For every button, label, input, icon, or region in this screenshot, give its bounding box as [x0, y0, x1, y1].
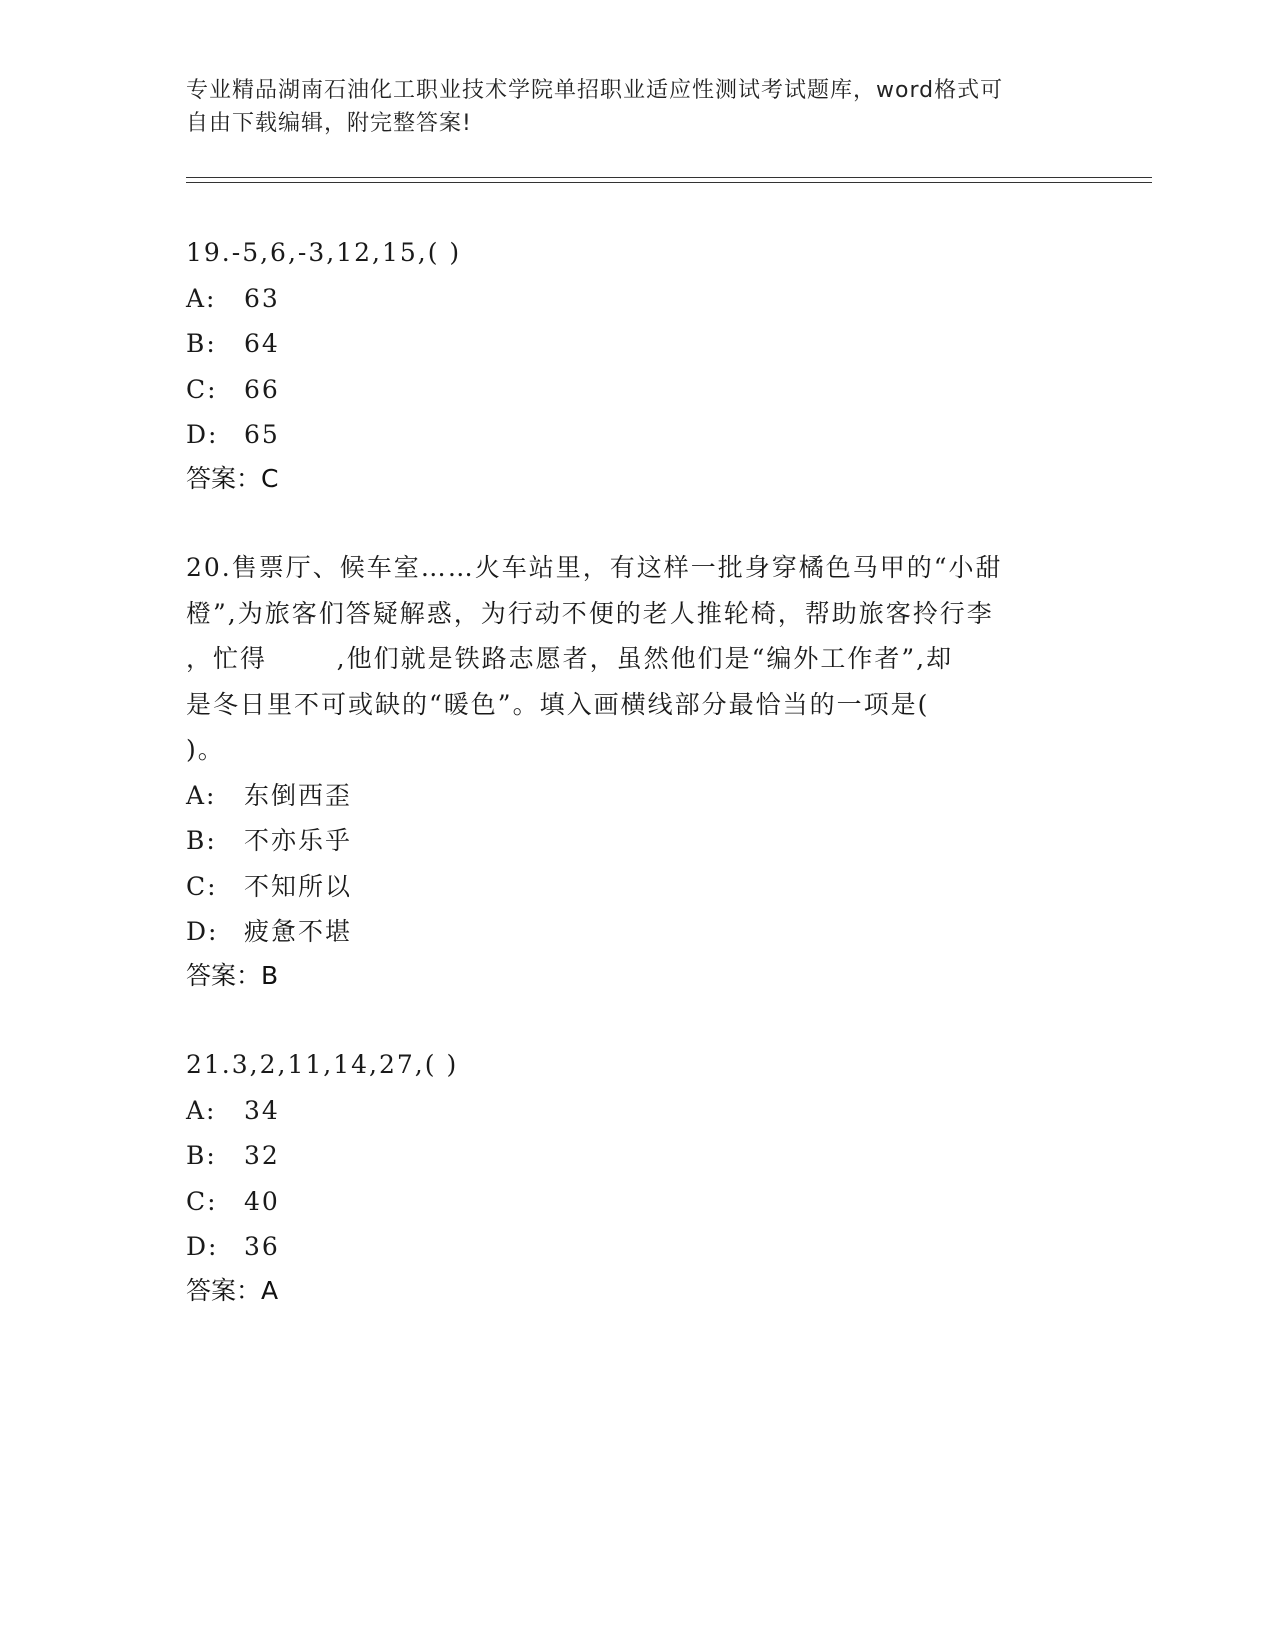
option-a [186, 276, 1066, 322]
option-text: 66 [244, 374, 280, 404]
option-text: 疲惫不堪 [244, 917, 353, 946]
option-text: 32 [244, 1141, 280, 1170]
question-19 [186, 230, 1066, 500]
option-d [186, 412, 1066, 458]
stem-line: 20.售票厅、候车室……火车站里，有这样一批身穿橘色马甲的“小甜 [186, 553, 1003, 582]
option-text: 不亦乐乎 [244, 826, 353, 855]
option-b [186, 1133, 1066, 1179]
header-divider-bottom [186, 182, 1152, 183]
header-divider-top [186, 177, 1152, 178]
option-label: C: [186, 871, 218, 901]
option-label: B: [186, 329, 217, 358]
option-label: B: [186, 826, 217, 855]
stem-line: 19.-5,6,-3,12,15,( ) [186, 238, 462, 267]
question-stem [186, 230, 1066, 276]
question-20 [186, 545, 1066, 997]
option-text: 东倒西歪 [244, 780, 353, 810]
option-b [186, 818, 1066, 864]
answer: 答案：C [186, 463, 279, 493]
option-label: D: [186, 420, 219, 449]
option-text: 不知所以 [244, 871, 353, 901]
option-c [186, 1179, 1066, 1225]
stem-line: 21.3,2,11,14,27,( ) [186, 1050, 459, 1079]
option-a [186, 1088, 1066, 1134]
option-c [186, 367, 1066, 413]
header-line-2: 自由下载编辑，附完整答案! [186, 111, 472, 136]
answer: 答案：A [186, 1275, 279, 1305]
option-label: A: [186, 283, 217, 313]
option-label: D: [186, 1232, 219, 1261]
option-d [186, 1224, 1066, 1270]
option-text: 36 [244, 1232, 280, 1261]
document-header [186, 74, 1066, 140]
answer: 答案：B [186, 960, 279, 990]
stem-line: 是冬日里不可或缺的“暖色”。填入画横线部分最恰当的一项是( [186, 689, 930, 719]
stem-line: ，忙得 ,他们就是铁路志愿者，虽然他们是“编外工作者”,却 [186, 644, 954, 673]
question-stem [186, 1042, 1066, 1088]
option-label: A: [186, 1095, 217, 1125]
option-label: D: [186, 917, 219, 946]
option-d [186, 909, 1066, 955]
header-line-1: 专业精品湖南石油化工职业技术学院单招职业适应性测试考试题库，word格式可 [186, 78, 1004, 103]
stem-line: 橙”,为旅客们答疑解惑，为行动不便的老人推轮椅，帮助旅客拎行李 [186, 598, 994, 628]
option-text: 64 [244, 329, 280, 358]
question-stem [186, 545, 1066, 773]
option-text: 40 [244, 1186, 280, 1216]
option-label: B: [186, 1141, 217, 1170]
stem-line: )。 [186, 735, 225, 764]
option-text: 65 [244, 420, 280, 449]
option-text: 63 [244, 283, 280, 313]
option-text: 34 [244, 1095, 280, 1125]
option-c [186, 864, 1066, 910]
option-label: A: [186, 780, 217, 810]
option-label: C: [186, 374, 218, 404]
option-label: C: [186, 1186, 218, 1216]
option-a [186, 773, 1066, 819]
question-21 [186, 1042, 1066, 1312]
option-b [186, 321, 1066, 367]
